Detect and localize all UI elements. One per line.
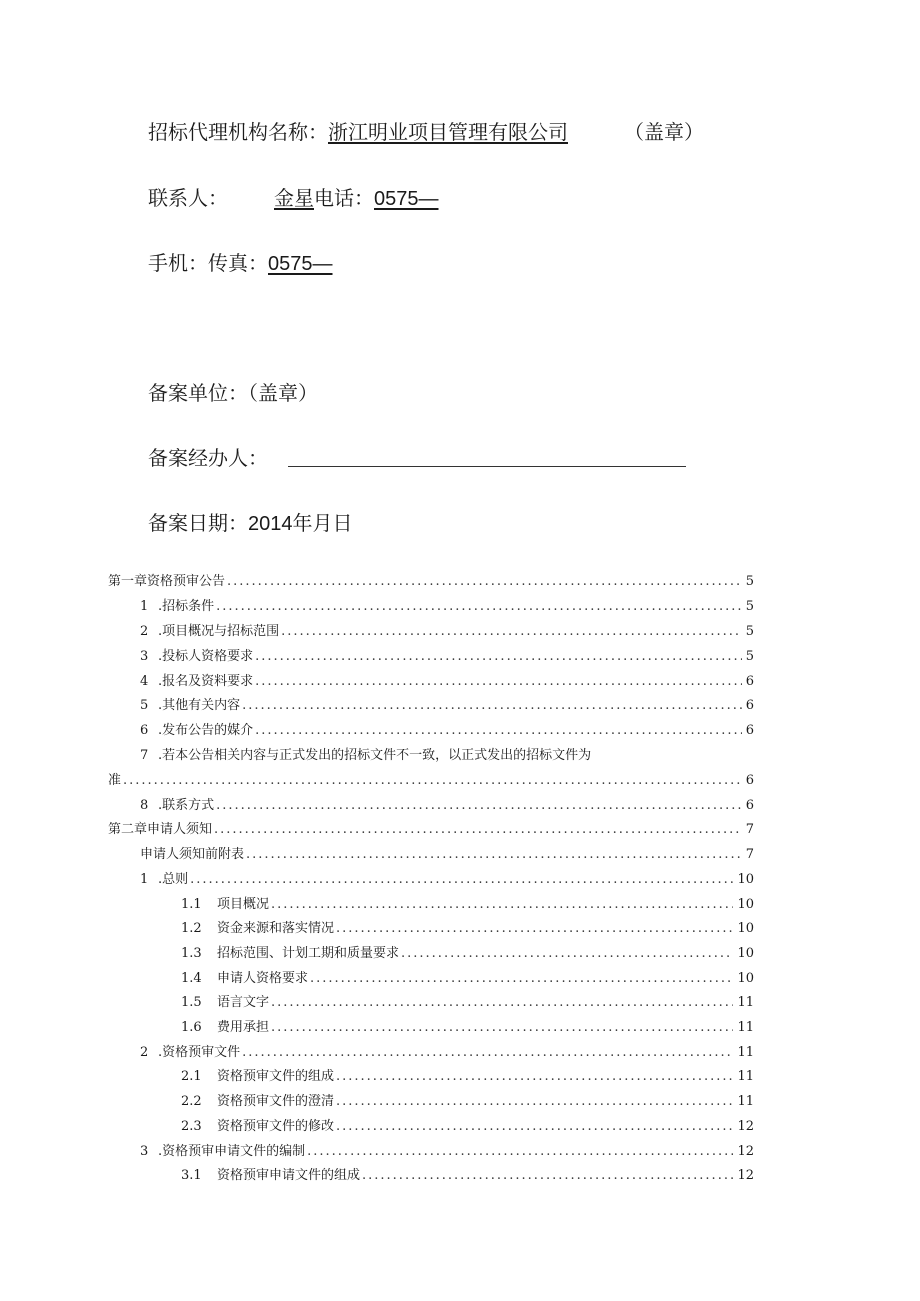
toc-number: 3.1 [181, 1168, 202, 1183]
toc-number: 2.1 [181, 1069, 202, 1084]
toc-page: 6 [745, 698, 754, 713]
filing-unit-line [148, 381, 318, 405]
toc-row[interactable] [181, 920, 754, 938]
toc-number: 1.5 [181, 995, 202, 1010]
toc-row[interactable] [140, 598, 754, 616]
filing-handler-label: 备案经办人： [148, 446, 268, 470]
toc-number: 2 [140, 624, 149, 639]
filing-date-label: 备案日期： [148, 511, 248, 535]
toc-page: 5 [745, 574, 754, 589]
toc-row[interactable] [181, 1118, 754, 1136]
toc-label: 项目概况 [217, 897, 270, 912]
toc-page: 10 [737, 921, 754, 936]
agency-seal: （盖章） [624, 120, 704, 144]
toc-row[interactable] [140, 871, 754, 889]
toc-number: 5 [140, 698, 149, 713]
contact-label: 联系人： [148, 186, 228, 210]
toc-number: 1.6 [181, 1020, 202, 1035]
toc-row[interactable] [181, 945, 754, 963]
toc-number: 1 [140, 872, 149, 887]
toc-number: 3 [140, 649, 149, 664]
toc-row[interactable] [108, 772, 754, 790]
toc-row[interactable] [108, 573, 754, 591]
toc-label: .若本公告相关内容与正式发出的招标文件不一致，以正式发出的招标文件为 [158, 748, 592, 763]
filing-date-value: 2014年月日 [248, 513, 353, 535]
filing-unit-label: 备案单位： [148, 381, 248, 405]
mobile-label: 手机： [148, 251, 208, 275]
toc-row[interactable] [140, 797, 754, 815]
toc-label: 申请人资格要求 [217, 971, 309, 986]
toc-number: 1.1 [181, 897, 202, 912]
toc-page: 11 [737, 995, 754, 1010]
toc-row[interactable] [181, 1167, 754, 1185]
toc-label: .联系方式 [158, 798, 215, 813]
toc-label: 申请人须知前附表 [140, 847, 245, 862]
toc-label: 资格预审文件的修改 [217, 1119, 335, 1134]
toc-label: 费用承担 [217, 1020, 270, 1035]
filing-handler-line [148, 446, 268, 470]
toc-label: .项目概况与招标范围 [158, 624, 280, 639]
agency-name: 浙江明业项目管理有限公司 [328, 120, 568, 144]
toc-number: 8 [140, 798, 149, 813]
toc-page: 12 [737, 1144, 754, 1159]
fax-label: 传真： [208, 251, 268, 275]
filing-unit-seal: （盖章） [248, 381, 318, 405]
toc-page: 6 [745, 798, 754, 813]
toc-page: 5 [745, 649, 754, 664]
toc-label: .投标人资格要求 [158, 649, 254, 664]
toc-label: .发布公告的媒介 [158, 723, 254, 738]
toc-row[interactable] [140, 673, 754, 691]
toc-label: .其他有关内容 [158, 698, 241, 713]
toc-page: 11 [737, 1045, 754, 1060]
toc-number: 6 [140, 723, 149, 738]
phone-value: 0575— [374, 188, 439, 210]
toc-row[interactable] [181, 1019, 754, 1037]
toc-row[interactable] [140, 648, 754, 666]
toc-row[interactable] [181, 970, 754, 988]
toc-number: 1 [140, 599, 149, 614]
mobile-fax-line [148, 251, 333, 276]
toc-label: 第一章资格预审公告 [108, 574, 226, 589]
toc-label: 准 [108, 773, 122, 788]
toc-label: 资金来源和落实情况 [217, 921, 335, 936]
toc-row[interactable] [140, 722, 754, 740]
filing-handler-blank [288, 466, 686, 467]
toc-page: 7 [745, 847, 754, 862]
toc-number: 1.4 [181, 971, 202, 986]
toc-label: .招标条件 [158, 599, 215, 614]
fax-value: 0575— [268, 253, 333, 275]
toc-page: 12 [737, 1119, 754, 1134]
toc-label: 资格预审申请文件的组成 [217, 1168, 361, 1183]
toc-row[interactable] [140, 623, 754, 641]
toc-row[interactable] [140, 846, 754, 864]
toc-row[interactable] [140, 697, 754, 715]
toc-page: 6 [745, 674, 754, 689]
toc-page: 12 [737, 1168, 754, 1183]
toc-page: 11 [737, 1069, 754, 1084]
toc-row[interactable] [181, 994, 754, 1012]
toc-number: 2.3 [181, 1119, 202, 1134]
toc-label: 资格预审文件的澄清 [217, 1094, 335, 1109]
toc-label: 第二章申请人须知 [108, 822, 213, 837]
toc-row[interactable] [140, 1044, 754, 1062]
toc-number: 2 [140, 1045, 149, 1060]
toc-page: 6 [745, 723, 754, 738]
toc-page: 5 [745, 599, 754, 614]
toc-number: 1.2 [181, 921, 202, 936]
toc-page: 10 [737, 946, 754, 961]
toc-row[interactable] [140, 1143, 754, 1161]
toc-label: .报名及资料要求 [158, 674, 254, 689]
toc-row[interactable] [181, 1093, 754, 1111]
toc-page: 11 [737, 1094, 754, 1109]
contact-line [148, 186, 439, 211]
contact-name: 金星 [274, 186, 314, 210]
toc-page: 5 [745, 624, 754, 639]
toc-label: 招标范围、计划工期和质量要求 [217, 946, 400, 961]
toc-row[interactable] [108, 821, 754, 839]
toc-label: .资格预审文件 [158, 1045, 241, 1060]
toc-row[interactable] [181, 896, 754, 914]
phone-label: 电话： [314, 186, 374, 210]
filing-date-line [148, 511, 353, 536]
toc-page: 10 [737, 872, 754, 887]
agency-label: 招标代理机构名称： [148, 120, 328, 144]
toc-label: 语言文字 [217, 995, 270, 1010]
toc-page: 6 [745, 773, 754, 788]
toc-row-continued[interactable] [140, 747, 591, 765]
toc-page: 7 [745, 822, 754, 837]
toc-label: .总则 [158, 872, 189, 887]
toc-number: 2.2 [181, 1094, 202, 1109]
toc-page: 10 [737, 897, 754, 912]
toc-number: 7 [140, 748, 149, 763]
toc-number: 3 [140, 1144, 149, 1159]
toc-label: .资格预审申请文件的编制 [158, 1144, 306, 1159]
toc-row[interactable] [181, 1068, 754, 1086]
toc-number: 4 [140, 674, 149, 689]
toc-label: 资格预审文件的组成 [217, 1069, 335, 1084]
toc-page: 10 [737, 971, 754, 986]
agency-line [148, 120, 704, 144]
toc-number: 1.3 [181, 946, 202, 961]
toc-page: 11 [737, 1020, 754, 1035]
